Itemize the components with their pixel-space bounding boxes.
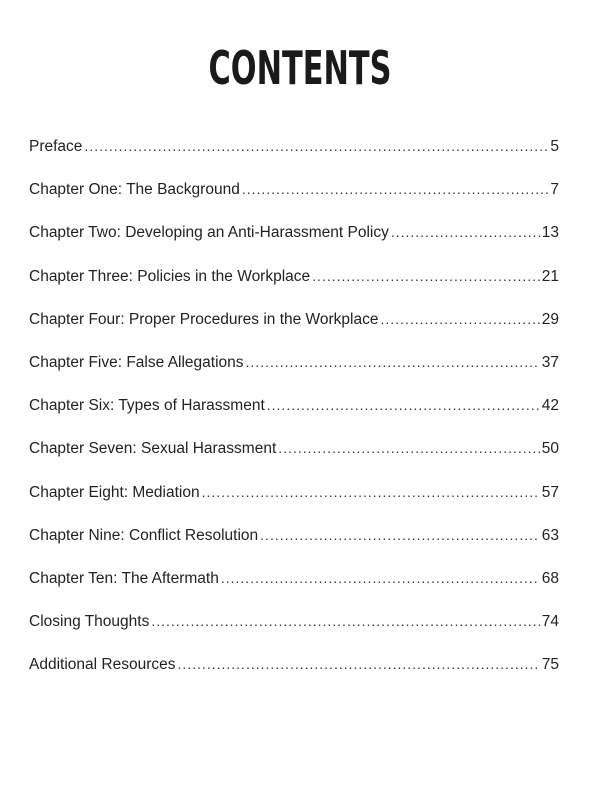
toc-entry-page-number: 29 <box>541 310 559 328</box>
toc-entry-chapter-three[interactable] <box>29 264 559 307</box>
dot-leader <box>84 134 548 158</box>
toc-entry-page-number: 74 <box>541 613 559 631</box>
toc-entry-page-number: 7 <box>550 181 559 199</box>
toc-entry-label: Preface <box>29 138 83 155</box>
dot-leader <box>242 177 549 201</box>
toc-entry-additional-resources[interactable] <box>29 652 559 695</box>
toc-entry-label: Chapter Seven: Sexual Harassment <box>29 440 277 458</box>
toc-entry-page-number: 57 <box>541 483 559 501</box>
toc-entry-label: Chapter Eight: Mediation <box>29 483 200 501</box>
toc-entry-label: Chapter Ten: The Aftermath <box>29 569 219 587</box>
dot-leader <box>381 307 540 331</box>
toc-entry-preface[interactable] <box>29 134 559 177</box>
toc-entry-page-number: 50 <box>541 440 559 458</box>
toc-entry-page-number: 63 <box>541 526 559 544</box>
dot-leader <box>177 652 539 676</box>
toc-entry-label: Closing Thoughts <box>29 613 150 631</box>
dot-leader <box>246 350 540 374</box>
toc-entry-closing-thoughts[interactable] <box>29 609 559 652</box>
toc-entry-page-number: 42 <box>541 397 559 415</box>
toc-entry-label: Chapter Nine: Conflict Resolution <box>29 526 259 544</box>
toc-entry-page-number: 75 <box>541 656 559 674</box>
toc-entry-label: Chapter Two: Developing an Anti-Harassment Policy <box>29 224 389 242</box>
toc-entry-page-number: 21 <box>541 267 559 285</box>
dot-leader <box>151 609 539 633</box>
toc-entry-page-number: 13 <box>541 224 559 242</box>
toc-entry-chapter-four[interactable] <box>29 307 559 350</box>
toc-entry-chapter-eight[interactable] <box>29 480 559 523</box>
dot-leader <box>267 393 540 417</box>
toc-entry-chapter-nine[interactable] <box>29 523 559 566</box>
toc-entry-chapter-one[interactable] <box>29 177 559 220</box>
toc-entry-page-number: 5 <box>550 138 559 155</box>
dot-leader <box>202 480 540 504</box>
toc-entry-label: Chapter Five: False Allegations <box>29 353 244 371</box>
toc-entry-label: Chapter One: The Background <box>29 181 240 199</box>
toc-entry-chapter-two[interactable] <box>29 220 559 263</box>
toc-entry-label: Chapter Three: Policies in the Workplace <box>29 267 311 285</box>
toc-entry-chapter-seven[interactable] <box>29 436 559 479</box>
page-title: CONTENTS <box>208 41 392 95</box>
toc-entry-chapter-six[interactable] <box>29 393 559 436</box>
dot-leader <box>278 436 539 460</box>
dot-leader <box>391 220 540 244</box>
toc-entry-page-number: 68 <box>541 569 559 587</box>
toc-entry-label: Additional Resources <box>29 656 176 674</box>
toc-entry-label: Chapter Six: Types of Harassment <box>29 397 265 415</box>
dot-leader <box>221 566 540 590</box>
dot-leader <box>260 523 540 547</box>
toc-entry-chapter-five[interactable] <box>29 350 559 393</box>
table-of-contents <box>29 134 559 695</box>
toc-entry-chapter-ten[interactable] <box>29 566 559 609</box>
toc-entry-label: Chapter Four: Proper Procedures in the Workplace <box>29 310 379 328</box>
toc-entry-page-number: 37 <box>541 353 559 371</box>
dot-leader <box>312 264 540 288</box>
